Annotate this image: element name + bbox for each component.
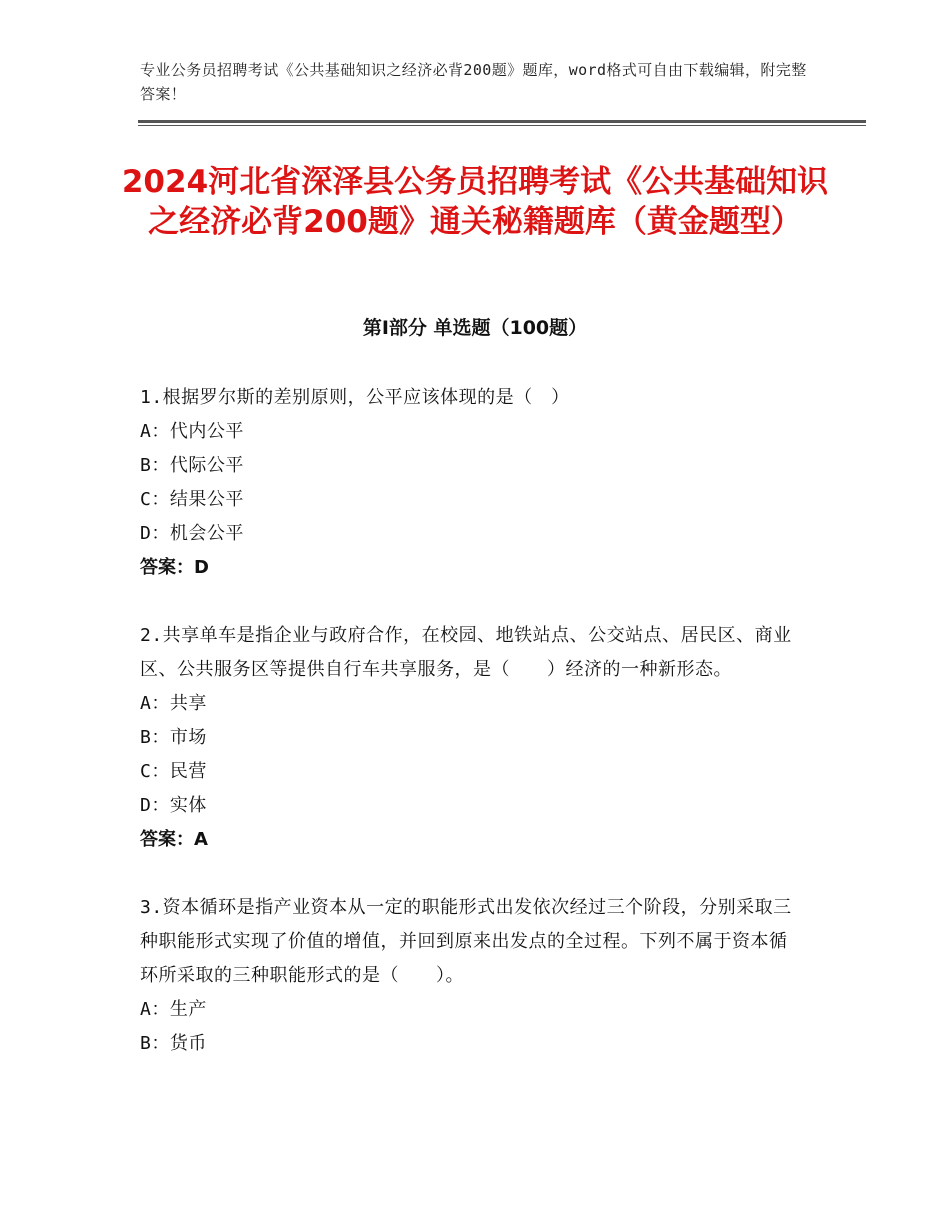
answer: 答案：D <box>140 557 209 578</box>
header-divider-thin <box>138 125 866 126</box>
answer: 答案：A <box>140 829 208 850</box>
option-b: B：市场 <box>140 727 207 748</box>
question-stem: 2.共享单车是指企业与政府合作，在校园、地铁站点、公交站点、居民区、商业区、公共服务区等提供自行车共享服务，是（ ）经济的一种新形态。 <box>140 625 792 680</box>
option-d: D：实体 <box>140 795 207 816</box>
question-list <box>140 381 800 1061</box>
header-note: 专业公务员招聘考试《公共基础知识之经济必背200题》题库，word格式可自由下载编辑，附完整答案！ <box>140 61 807 103</box>
option-a: A：生产 <box>140 999 207 1020</box>
section-heading: 第I部分 单选题（100题） <box>362 317 588 339</box>
document-title: 2024河北省深泽县公务员招聘考试《公共基础知识之经济必背200题》通关秘籍题库（黄金题型） <box>121 164 829 240</box>
option-d: D：机会公平 <box>140 523 244 544</box>
option-c: C：结果公平 <box>140 489 244 510</box>
header-divider-thick <box>138 120 866 123</box>
question-2 <box>140 619 800 857</box>
option-a: A：代内公平 <box>140 421 244 442</box>
option-c: C：民营 <box>140 761 207 782</box>
question-stem: 1.根据罗尔斯的差别原则，公平应该体现的是（ ） <box>140 387 570 408</box>
option-a: A：共享 <box>140 693 207 714</box>
question-stem: 3.资本循环是指产业资本从一定的职能形式出发依次经过三个阶段，分别采取三种职能形式实现了价值的增值，并回到原来出发点的全过程。下列不属于资本循环所采取的三种职能形式的是（ ）。 <box>140 897 792 986</box>
question-3 <box>140 891 800 1061</box>
question-1 <box>140 381 800 585</box>
option-b: B：货币 <box>140 1033 207 1054</box>
option-b: B：代际公平 <box>140 455 244 476</box>
